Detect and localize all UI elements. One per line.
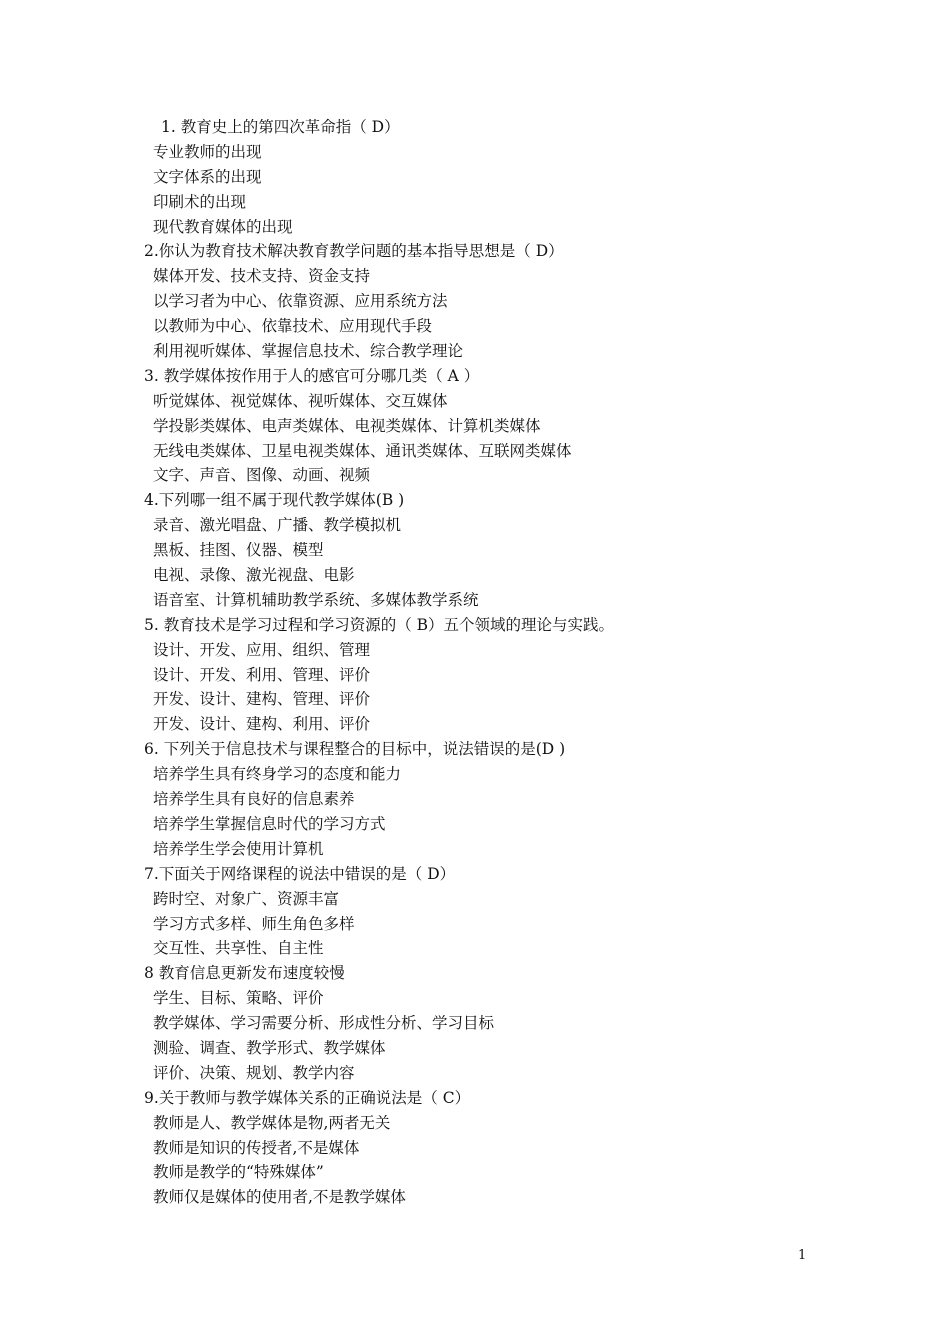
question-option: 学投影类媒体、电声类媒体、电视类媒体、计算机类媒体 <box>153 416 541 435</box>
question-option: 开发、设计、建构、利用、评价 <box>153 715 371 734</box>
question-option: 电视、录像、激光视盘、电影 <box>153 566 355 585</box>
question-option: 以学习者为中心、依靠资源、应用系统方法 <box>153 292 448 311</box>
question-stem: 5. 教育技术是学习过程和学习资源的（ B）五个领域的理论与实践。 <box>144 615 615 634</box>
question-option: 专业教师的出现 <box>153 142 262 161</box>
question-option: 教学媒体、学习需要分析、形成性分析、学习目标 <box>153 1014 495 1033</box>
question-option: 学习方式多样、师生角色多样 <box>153 914 355 933</box>
question-stem: 6. 下列关于信息技术与课程整合的目标中，说法错误的是(D ) <box>144 740 566 759</box>
question-option: 交互性、共享性、自主性 <box>153 939 324 958</box>
question-option: 媒体开发、技术支持、资金支持 <box>153 267 371 286</box>
question-option: 评价、决策、规划、教学内容 <box>153 1063 355 1082</box>
question-option: 教师是人、教学媒体是物,两者无关 <box>153 1113 391 1132</box>
question-option: 现代教育媒体的出现 <box>153 217 293 236</box>
question-option: 利用视听媒体、掌握信息技术、综合教学理论 <box>153 342 464 361</box>
question-option: 教师仅是媒体的使用者,不是教学媒体 <box>153 1188 406 1207</box>
question-option: 开发、设计、建构、管理、评价 <box>153 690 371 709</box>
page-number: 1 <box>798 1248 807 1263</box>
question-option: 语音室、计算机辅助教学系统、多媒体教学系统 <box>153 590 479 609</box>
question-option: 培养学生具有良好的信息素养 <box>153 790 355 809</box>
question-option: 文字、声音、图像、动画、视频 <box>153 466 371 485</box>
question-stem: 9.关于教师与教学媒体关系的正确说法是（ C） <box>144 1088 471 1107</box>
question-list <box>143 115 843 1210</box>
question-option: 录音、激光唱盘、广播、教学模拟机 <box>153 516 402 535</box>
question-stem: 1. 教育史上的第四次革命指（ D） <box>161 118 400 136</box>
question-option: 设计、开发、应用、组织、管理 <box>153 640 371 659</box>
question-stem: 7.下面关于网络课程的说法中错误的是（ D） <box>144 864 456 883</box>
question-option: 无线电类媒体、卫星电视类媒体、通讯类媒体、互联网类媒体 <box>153 441 572 460</box>
question-option: 学生、目标、策略、评价 <box>153 989 324 1008</box>
question-option: 印刷术的出现 <box>153 192 247 211</box>
question-option: 培养学生掌握信息时代的学习方式 <box>153 814 386 833</box>
question-stem: 8 教育信息更新发布速度较慢 <box>144 964 345 983</box>
question-option: 以教师为中心、依靠技术、应用现代手段 <box>153 317 433 336</box>
question-option: 设计、开发、利用、管理、评价 <box>153 665 371 684</box>
question-stem: 2.你认为教育技术解决教育教学问题的基本指导思想是（ D） <box>144 242 564 261</box>
question-stem: 3. 教学媒体按作用于人的感官可分哪几类（ A ） <box>144 366 480 385</box>
question-option: 教师是教学的“特殊媒体” <box>153 1163 324 1182</box>
question-option: 听觉媒体、视觉媒体、视听媒体、交互媒体 <box>153 391 448 410</box>
question-option: 培养学生学会使用计算机 <box>153 839 324 858</box>
question-option: 教师是知识的传授者,不是媒体 <box>153 1138 360 1157</box>
question-option: 文字体系的出现 <box>153 167 262 186</box>
question-option: 黑板、挂图、仪器、模型 <box>153 541 324 560</box>
question-option: 培养学生具有终身学习的态度和能力 <box>153 765 402 784</box>
question-stem: 4.下列哪一组不属于现代教学媒体(B ) <box>144 491 405 510</box>
question-option: 跨时空、对象广、资源丰富 <box>153 889 340 908</box>
question-option: 测验、调查、教学形式、教学媒体 <box>153 1038 386 1057</box>
